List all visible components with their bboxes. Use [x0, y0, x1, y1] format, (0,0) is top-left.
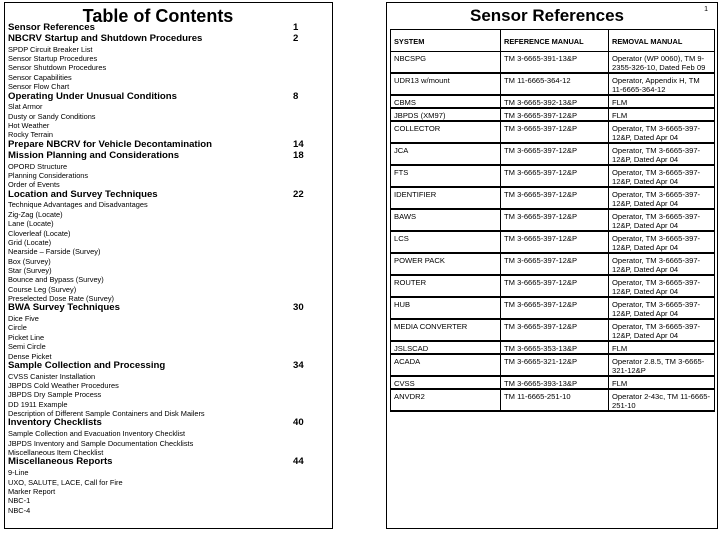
- toc-page-number: 34: [293, 359, 304, 371]
- toc-section-heading[interactable]: [8, 151, 305, 162]
- table-row: [391, 231, 715, 253]
- toc-subitem[interactable]: JBPDS Cold Weather Procedures: [8, 381, 119, 391]
- table-row: [391, 52, 715, 74]
- sensor-reference-table: [390, 29, 715, 412]
- toc-subitem[interactable]: Cloverleaf (Locate): [8, 228, 71, 238]
- toc-page-number: 44: [293, 456, 304, 468]
- toc-subitem[interactable]: Technique Advantages and Disadvantages: [8, 200, 148, 210]
- system-cell: HUB: [391, 297, 501, 319]
- toc-subitem[interactable]: Planning Considerations: [8, 170, 89, 180]
- toc-subitem[interactable]: Grid (Locate): [8, 237, 52, 247]
- toc-section: [8, 418, 332, 457]
- toc-page-number: 8: [293, 90, 299, 102]
- toc-subitem[interactable]: JBPDS Dry Sample Process: [8, 390, 102, 400]
- toc-subitem[interactable]: OPORD Structure: [8, 161, 68, 171]
- toc-subitem[interactable]: 9-Line: [8, 468, 29, 478]
- toc-subitem[interactable]: Description of Different Sample Containers and Disk Mailers: [8, 409, 205, 419]
- toc-section-title: Operating Under Unusual Conditions: [8, 90, 177, 102]
- reference-manual-cell: TM 3-6665-397-12&P: [501, 297, 609, 319]
- toc-section-heading[interactable]: [8, 190, 305, 201]
- toc-subitem[interactable]: Bounce and Bypass (Survey): [8, 275, 104, 285]
- toc-section-heading[interactable]: [8, 34, 305, 45]
- reference-manual-cell: TM 3-6665-397-12&P: [501, 121, 609, 143]
- table-row: [391, 389, 715, 411]
- toc-page-number: 1: [293, 22, 299, 33]
- toc-subitem[interactable]: NBC-1: [8, 496, 31, 506]
- references-title: Sensor References: [469, 6, 625, 25]
- toc-subitem[interactable]: Lane (Locate): [8, 219, 54, 229]
- removal-manual-cell: Operator, TM 3-6665-397-12&P, Dated Apr 04: [609, 187, 715, 209]
- toc-subitem[interactable]: Sensor Flow Chart: [8, 82, 70, 92]
- removal-manual-cell: Operator, TM 3-6665-397-12&P, Dated Apr 04: [609, 253, 715, 275]
- system-cell: MEDIA CONVERTER: [391, 319, 501, 341]
- toc-page-number: 18: [293, 149, 304, 161]
- removal-manual-cell: FLM: [609, 108, 715, 121]
- system-cell: IDENTIFIER: [391, 187, 501, 209]
- system-cell: JSLSCAD: [391, 341, 501, 354]
- system-cell: COLLECTOR: [391, 121, 501, 143]
- toc-section: [8, 457, 332, 515]
- toc-subitem[interactable]: Order of Events: [8, 180, 60, 190]
- toc-section-title: Mission Planning and Considerations: [8, 149, 180, 161]
- toc-subitem[interactable]: SPDP Circuit Breaker List: [8, 44, 93, 54]
- toc-section-title: NBCRV Startup and Shutdown Procedures: [8, 32, 203, 44]
- toc-subitem[interactable]: Zig-Zag (Locate): [8, 209, 63, 219]
- toc-subitem[interactable]: Sensor Shutdown Procedures: [8, 63, 107, 73]
- system-cell: UDR13 w/mount: [391, 73, 501, 95]
- toc-subitem[interactable]: Rocky Terrain: [8, 130, 54, 140]
- toc-section-title: Inventory Checklists: [8, 417, 102, 429]
- toc-subitem[interactable]: Course Leg (Survey): [8, 284, 77, 294]
- toc-list: [8, 23, 332, 515]
- removal-manual-cell: FLM: [609, 376, 715, 389]
- reference-manual-cell: TM 3-6665-353-13&P: [501, 341, 609, 354]
- table-row: [391, 209, 715, 231]
- removal-manual-cell: Operator, TM 3-6665-397-12&P, Dated Apr 04: [609, 165, 715, 187]
- table-row: [391, 73, 715, 95]
- table-row: [391, 165, 715, 187]
- removal-manual-cell: Operator, Appendix H, TM 11-6665-364-12: [609, 73, 715, 95]
- toc-page-number: 30: [293, 302, 304, 314]
- toc-page-number: 14: [293, 138, 304, 150]
- system-cell: BAWS: [391, 209, 501, 231]
- removal-manual-cell: Operator 2-43c, TM 11-6665-251-10: [609, 389, 715, 411]
- toc-section-heading[interactable]: [8, 418, 305, 429]
- table-of-contents-page: [4, 2, 333, 529]
- system-cell: FTS: [391, 165, 501, 187]
- toc-subitem[interactable]: Nearside – Farside (Survey): [8, 247, 101, 257]
- system-cell: ROUTER: [391, 275, 501, 297]
- page-number: 1: [704, 6, 708, 13]
- table-row: [391, 275, 715, 297]
- toc-subitem[interactable]: Sensor Capabilities: [8, 72, 72, 82]
- toc-subitem[interactable]: JBPDS Inventory and Sample Documentation Checklists: [8, 438, 194, 448]
- toc-subitem[interactable]: Dense Picket: [8, 351, 52, 361]
- toc-section-title: Prepare NBCRV for Vehicle Decontamination: [8, 138, 213, 150]
- table-row: [391, 341, 715, 354]
- toc-section-heading[interactable]: [8, 303, 305, 314]
- toc-section: [8, 303, 332, 361]
- reference-manual-cell: TM 3-6665-397-12&P: [501, 275, 609, 297]
- toc-subitem[interactable]: Marker Report: [8, 486, 56, 496]
- reference-manual-cell: TM 3-6665-397-12&P: [501, 143, 609, 165]
- toc-subitem[interactable]: Circle: [8, 323, 27, 333]
- system-cell: JCA: [391, 143, 501, 165]
- header-reference-manual: REFERENCE MANUAL: [501, 30, 609, 52]
- system-cell: NBCSPG: [391, 52, 501, 74]
- reference-manual-cell: TM 3-6665-397-12&P: [501, 319, 609, 341]
- toc-section-title: Sensor References: [8, 22, 95, 33]
- system-cell: CVSS: [391, 376, 501, 389]
- toc-section-heading[interactable]: [8, 361, 305, 372]
- table-row: [391, 297, 715, 319]
- toc-subitem[interactable]: NBC-4: [8, 505, 31, 515]
- toc-section-heading[interactable]: [8, 457, 305, 468]
- reference-manual-cell: TM 3-6665-321-12&P: [501, 354, 609, 376]
- reference-manual-cell: TM 3-6665-397-12&P: [501, 108, 609, 121]
- removal-manual-cell: Operator, TM 3-6665-397-12&P, Dated Apr 04: [609, 231, 715, 253]
- removal-manual-cell: FLM: [609, 95, 715, 108]
- toc-section-title: Sample Collection and Processing: [8, 359, 166, 371]
- toc-page-number: 40: [293, 417, 304, 429]
- toc-section-title: Location and Survey Techniques: [8, 188, 158, 200]
- toc-subitem[interactable]: CVSS Canister Installation: [8, 371, 96, 381]
- table-row: [391, 187, 715, 209]
- toc-section: [8, 34, 332, 92]
- toc-subitem[interactable]: Miscellaneous Item Checklist: [8, 448, 104, 458]
- header-system: SYSTEM: [391, 30, 501, 52]
- toc-subitem[interactable]: Slat Armor: [8, 102, 43, 112]
- removal-manual-cell: Operator, TM 3-6665-397-12&P, Dated Apr 04: [609, 297, 715, 319]
- toc-section-title: Miscellaneous Reports: [8, 456, 113, 468]
- toc-subitem[interactable]: Box (Survey): [8, 256, 51, 266]
- reference-manual-cell: TM 11-6665-364-12: [501, 73, 609, 95]
- toc-subitem[interactable]: Dice Five: [8, 314, 39, 324]
- system-cell: CBMS: [391, 95, 501, 108]
- removal-manual-cell: FLM: [609, 341, 715, 354]
- reference-manual-cell: TM 11-6665-251-10: [501, 389, 609, 411]
- toc-section-heading[interactable]: [8, 92, 305, 103]
- toc-section-title: BWA Survey Techniques: [8, 302, 120, 314]
- table-row: [391, 95, 715, 108]
- system-cell: ACADA: [391, 354, 501, 376]
- reference-manual-cell: TM 3-6665-397-12&P: [501, 231, 609, 253]
- toc-subitem[interactable]: Preselected Dose Rate (Survey): [8, 293, 114, 303]
- toc-subitem[interactable]: Star (Survey): [8, 265, 52, 275]
- toc-subitem[interactable]: Sensor Startup Procedures: [8, 54, 98, 64]
- removal-manual-cell: Operator (WP 0060), TM 9-2355-326-10, Dated Feb 09: [609, 52, 715, 74]
- table-row: [391, 319, 715, 341]
- table-header-row: [391, 30, 715, 52]
- removal-manual-cell: Operator 2.8.5, TM 3-6665-321-12&P: [609, 354, 715, 376]
- removal-manual-cell: Operator, TM 3-6665-397-12&P, Dated Apr 04: [609, 121, 715, 143]
- system-cell: JBPDS (XM97): [391, 108, 501, 121]
- toc-section: [8, 190, 332, 304]
- reference-manual-cell: TM 3-6665-392-13&P: [501, 95, 609, 108]
- toc-subitem[interactable]: DD 1911 Example: [8, 399, 68, 409]
- removal-manual-cell: Operator, TM 3-6665-397-12&P, Dated Apr 04: [609, 209, 715, 231]
- reference-manual-cell: TM 3-6665-397-12&P: [501, 209, 609, 231]
- reference-manual-cell: TM 3-6665-397-12&P: [501, 165, 609, 187]
- table-row: [391, 108, 715, 121]
- toc-subitem[interactable]: Hot Weather: [8, 121, 50, 131]
- sensor-references-page: [386, 2, 718, 529]
- system-cell: ANVDR2: [391, 389, 501, 411]
- table-row: [391, 354, 715, 376]
- removal-manual-cell: Operator, TM 3-6665-397-12&P, Dated Apr 04: [609, 319, 715, 341]
- header-removal-manual: REMOVAL MANUAL: [609, 30, 715, 52]
- toc-title: Table of Contents: [82, 6, 234, 26]
- removal-manual-cell: Operator, TM 3-6665-397-12&P, Dated Apr 04: [609, 143, 715, 165]
- table-row: [391, 253, 715, 275]
- toc-section: [8, 361, 332, 419]
- toc-subitem[interactable]: UXO, SALUTE, LACE, Call for Fire: [8, 477, 123, 487]
- reference-manual-cell: TM 3-6665-397-12&P: [501, 187, 609, 209]
- toc-subitem[interactable]: Dusty or Sandy Conditions: [8, 111, 96, 121]
- toc-page-number: 22: [293, 188, 304, 200]
- toc-subitem[interactable]: Sample Collection and Evacuation Inventory Checklist: [8, 429, 186, 439]
- system-cell: LCS: [391, 231, 501, 253]
- system-cell: POWER PACK: [391, 253, 501, 275]
- table-row: [391, 121, 715, 143]
- toc-subitem[interactable]: Semi Circle: [8, 342, 46, 352]
- table-row: [391, 143, 715, 165]
- toc-subitem[interactable]: Picket Line: [8, 332, 45, 342]
- removal-manual-cell: Operator, TM 3-6665-397-12&P, Dated Apr 04: [609, 275, 715, 297]
- toc-section: [8, 151, 332, 190]
- table-row: [391, 376, 715, 389]
- reference-manual-cell: TM 3-6665-397-12&P: [501, 253, 609, 275]
- toc-section: [8, 92, 332, 140]
- toc-page-number: 2: [293, 32, 299, 44]
- reference-manual-cell: TM 3-6665-391-13&P: [501, 52, 609, 74]
- reference-manual-cell: TM 3-6665-393-13&P: [501, 376, 609, 389]
